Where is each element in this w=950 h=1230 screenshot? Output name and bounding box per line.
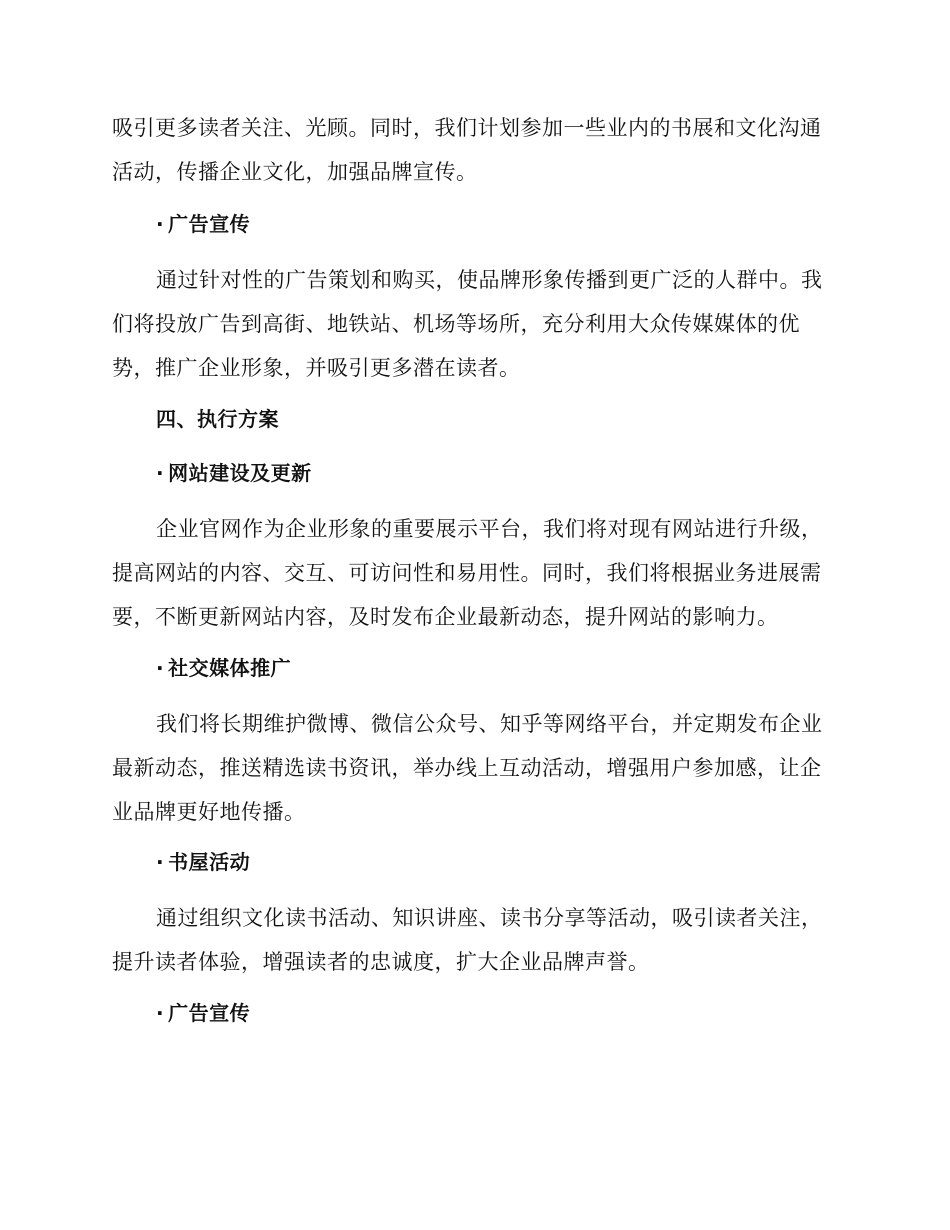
paragraph-line: 要，不断更新网站内容，及时发布企业最新动态，提升网站的影响力。 xyxy=(112,605,779,629)
paragraph-social-media xyxy=(112,702,832,834)
heading-text: 书屋活动 xyxy=(168,850,251,874)
paragraph-line: 吸引更多读者关注、光顾。同时，我们计划参加一些业内的书展和文化沟通 xyxy=(112,116,822,140)
heading-text: 四、执行方案 xyxy=(156,407,279,431)
paragraph-advertising xyxy=(112,258,832,390)
paragraph-intro xyxy=(112,106,832,194)
paragraph-line: 活动，传播企业文化，加强品牌宣传。 xyxy=(112,160,478,184)
heading-text: 社交媒体推广 xyxy=(168,656,292,680)
paragraph-line: 们将投放广告到高街、地铁站、机场等场所，充分利用大众传媒媒体的优 xyxy=(112,312,800,336)
bullet-heading-advertising-2 xyxy=(112,998,876,1028)
paragraph-line: 提高网站的内容、交互、可访问性和易用性。同时，我们将根据业务进展需 xyxy=(112,561,822,585)
heading-text: 广告宣传 xyxy=(168,1001,251,1025)
bullet-icon: · xyxy=(156,212,165,236)
bullet-heading-advertising xyxy=(112,209,876,239)
bullet-icon: · xyxy=(156,461,165,485)
section-heading-execution xyxy=(112,404,876,434)
paragraph-line: 我们将长期维护微博、微信公众号、知乎等网络平台，并定期发布企业 xyxy=(156,712,823,736)
heading-text: 广告宣传 xyxy=(168,212,251,236)
bullet-icon: · xyxy=(156,1001,165,1025)
bullet-heading-bookstore xyxy=(112,847,876,877)
paragraph-line: 通过组织文化读书活动、知识讲座、读书分享等活动，吸引读者关注， xyxy=(156,906,823,930)
bullet-icon: · xyxy=(156,656,165,680)
bullet-heading-website xyxy=(112,458,876,488)
paragraph-line: 最新动态，推送精选读书资讯，举办线上互动活动，增强用户参加感，让企 xyxy=(112,756,822,780)
paragraph-line: 通过针对性的广告策划和购买，使品牌形象传播到更广泛的人群中。我 xyxy=(156,268,823,292)
bullet-icon: · xyxy=(156,850,165,874)
paragraph-bookstore xyxy=(112,896,832,984)
heading-text: 网站建设及更新 xyxy=(168,461,312,485)
paragraph-line: 提升读者体验，增强读者的忠诚度，扩大企业品牌声誉。 xyxy=(112,950,650,974)
paragraph-line: 企业官网作为企业形象的重要展示平台，我们将对现有网站进行升级， xyxy=(156,517,823,541)
paragraph-line: 势，推广企业形象，并吸引更多潜在读者。 xyxy=(112,356,521,380)
paragraph-website xyxy=(112,507,832,639)
bullet-heading-social-media xyxy=(112,653,876,683)
paragraph-line: 业品牌更好地传播。 xyxy=(112,800,306,824)
